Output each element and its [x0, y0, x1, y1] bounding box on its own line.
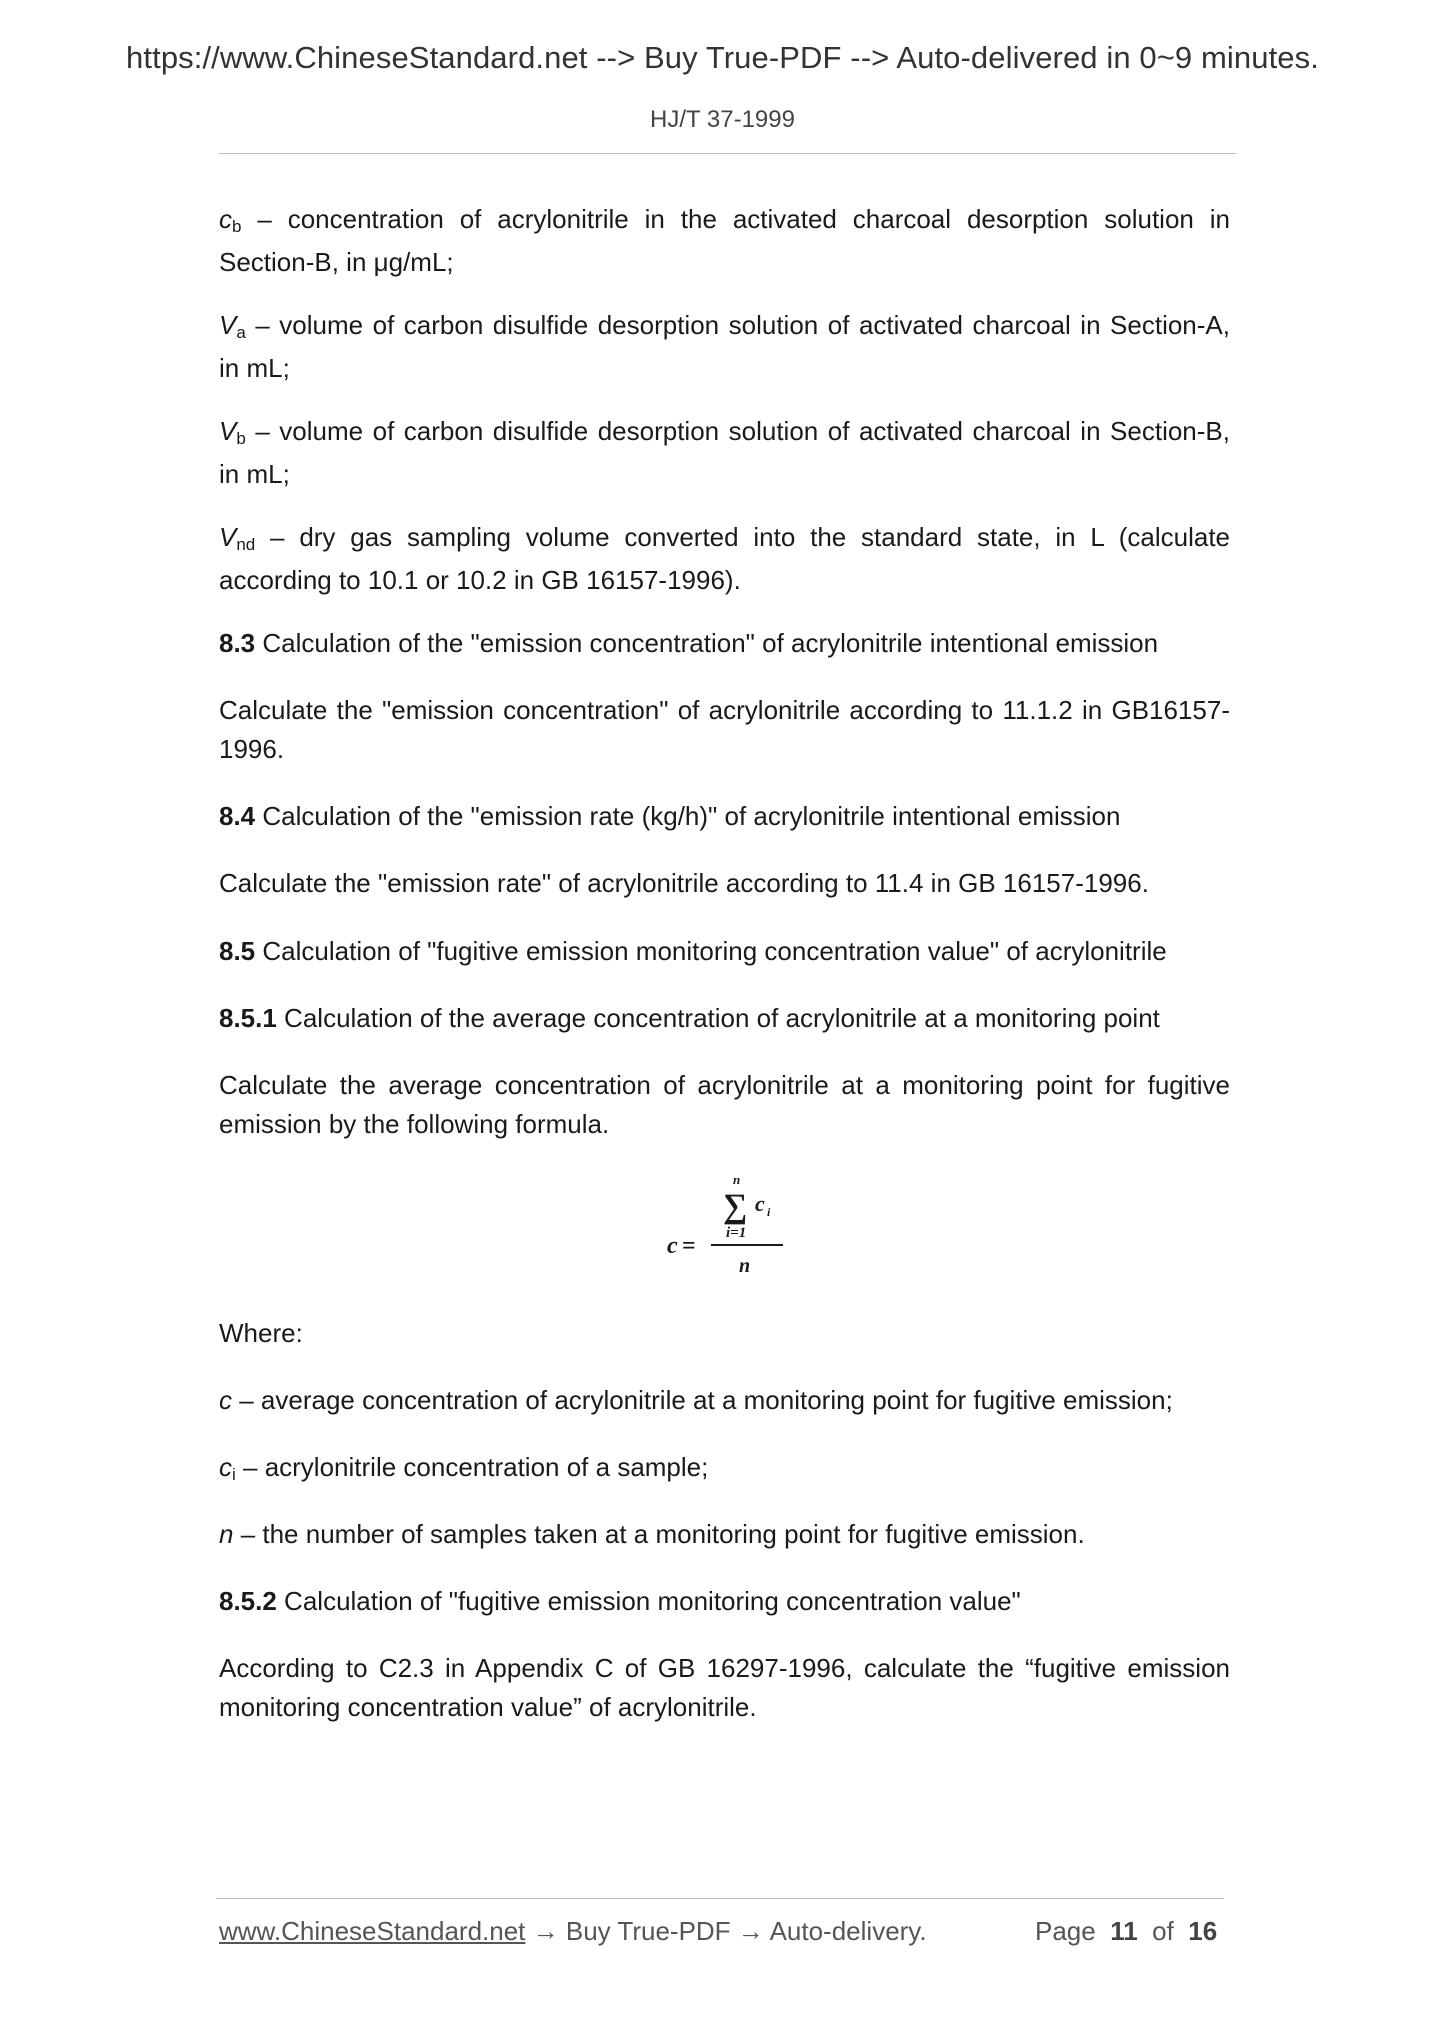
subscript-nd: nd [236, 535, 256, 554]
page-indicator [1035, 1916, 1217, 1947]
page-label: Page [1035, 1916, 1096, 1946]
top-banner: https://www.ChineseStandard.net --> Buy True-PDF --> Auto-delivered in 0~9 minutes. [126, 40, 1319, 75]
formula-equals: = [682, 1233, 696, 1259]
definition-text: – volume of carbon disulfide desorption solution of activated charcoal in Section-B, in mL; [219, 416, 1230, 489]
section-title: Calculation of the "emission concentration" of acrylonitrile intentional emission [255, 628, 1159, 658]
footer-divider [216, 1898, 1224, 1899]
subscript-b: b [232, 217, 242, 236]
symbol-ci: c [219, 1452, 232, 1482]
footer-promo [219, 1916, 927, 1947]
of-label: of [1152, 1916, 1174, 1946]
section-8-5-heading [219, 932, 1230, 971]
section-number: 8.3 [219, 628, 256, 658]
section-8-5-2-body: According to C2.3 in Appendix C of GB 16297-1996, calculate the “fugitive emission monitoring concentration value” of acrylonitrile. [219, 1653, 1230, 1722]
definition-vnd [219, 518, 1230, 599]
section-title: Calculation of the average concentration of acrylonitrile at a monitoring point [276, 1003, 1160, 1033]
formula-lhs: c [667, 1233, 678, 1259]
page-total: 16 [1188, 1916, 1218, 1946]
definition-text: – concentration of acrylonitrile in the activated charcoal desorption solution in Section-B, in μg/mL; [219, 204, 1230, 277]
section-8-5-1-body: Calculate the average concentration of acrylonitrile at a monitoring point for fugitive emission by the following formula. [219, 1070, 1230, 1139]
section-8-3-heading [219, 624, 1230, 663]
formula-denominator: n [739, 1255, 751, 1277]
where-label: Where: [219, 1318, 303, 1348]
subscript-a: a [236, 323, 246, 342]
footer-link[interactable]: www.ChineseStandard.net [219, 1916, 526, 1946]
section-8-5-1-heading [219, 999, 1230, 1038]
section-number: 8.5.2 [219, 1586, 277, 1616]
average-concentration-formula [665, 1170, 795, 1290]
section-8-5-2-heading [219, 1582, 1230, 1621]
definition-text: – average concentration of acrylonitrile at a monitoring point for fugitive emission; [232, 1385, 1173, 1415]
formula-sigma: ∑ [723, 1188, 748, 1225]
symbol-c: c [219, 1385, 232, 1415]
definition-n [219, 1515, 1230, 1554]
section-8-3-body: Calculate the "emission concentration" of acrylonitrile according to 11.1.2 in GB16157-1996. [219, 695, 1230, 764]
section-title: Calculation of "fugitive emission monitoring concentration value" of acrylonitrile [255, 936, 1167, 966]
definition-cb [219, 200, 1230, 281]
definition-c [219, 1381, 1230, 1420]
section-8-4-heading [219, 797, 1230, 836]
definition-ci [219, 1448, 1230, 1491]
symbol-n: n [219, 1519, 234, 1549]
symbol-vnd: V [219, 522, 237, 552]
subscript-b: b [236, 429, 246, 448]
section-number: 8.5 [219, 936, 256, 966]
definition-text: – dry gas sampling volume converted into the standard state, in L (calculate according to 10.1 or 10.2 in GB 16157-1996). [219, 522, 1230, 595]
section-title: Calculation of "fugitive emission monitoring concentration value" [276, 1586, 1021, 1616]
symbol-cb: c [219, 204, 232, 234]
page-number: 11 [1110, 1916, 1138, 1946]
subscript-i: i [232, 1465, 236, 1484]
definition-vb [219, 412, 1230, 493]
section-number: 8.4 [219, 801, 256, 831]
definition-text: – the number of samples taken at a monitoring point for fugitive emission. [233, 1519, 1085, 1549]
formula-term: c [755, 1191, 765, 1216]
definition-va [219, 306, 1230, 387]
formula-term-sub: i [767, 1205, 771, 1219]
section-number: 8.5.1 [219, 1003, 277, 1033]
section-title: Calculation of the "emission rate (kg/h)" of acrylonitrile intentional emission [255, 801, 1121, 831]
symbol-vb: V [219, 416, 237, 446]
formula-sum-upper: n [733, 1172, 741, 1187]
header-divider [219, 153, 1236, 154]
document-code: HJ/T 37-1999 [650, 106, 795, 133]
symbol-va: V [219, 310, 237, 340]
definition-text: – acrylonitrile concentration of a sample; [235, 1452, 709, 1482]
formula-sum-lower: i=1 [726, 1225, 747, 1241]
footer-promo-text: → Buy True-PDF → Auto-delivery. [525, 1916, 927, 1946]
section-8-4-body: Calculate the "emission rate" of acrylonitrile according to 11.4 in GB 16157-1996. [219, 868, 1149, 898]
definition-text: – volume of carbon disulfide desorption solution of activated charcoal in Section-A, in mL; [219, 310, 1230, 383]
